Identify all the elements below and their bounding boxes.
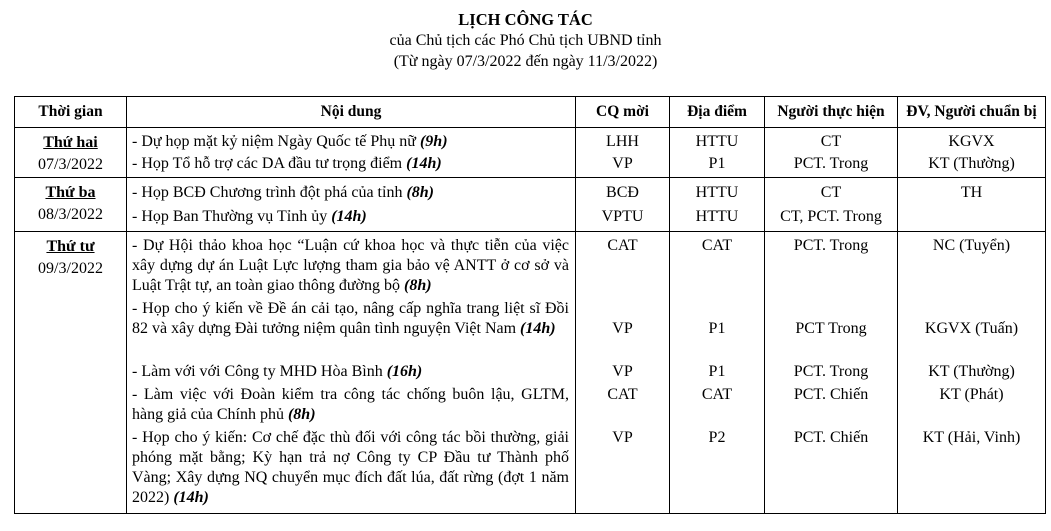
column-header: Người thực hiện [765, 97, 898, 128]
schedule-item: - Họp cho ý kiến về Đề án cải tạo, nâng cấp nghĩa trang liệt sĩ Đồi 82 và xây dựng Đài tưởng niệm quân tình nguyện Việt Nam (14h) [132, 300, 569, 337]
person-cell: CT PCT. Trong [765, 128, 898, 178]
table-header-row [15, 97, 1046, 128]
day-name: Thứ ba [45, 184, 96, 201]
document-title: LỊCH CÔNG TÁC [458, 10, 593, 29]
day-date: 08/3/2022 [38, 206, 103, 223]
day-cell [15, 232, 127, 514]
person-cell: PCT. Trong PCT Trong PCT. Trong PCT. Chiến PCT. Chiến [765, 232, 898, 514]
column-header: Địa điểm [670, 97, 765, 128]
day-name: Thứ hai [43, 134, 98, 151]
day-cell [15, 128, 127, 178]
schedule-item: - Họp cho ý kiến: Cơ chế đặc thù đối với công tác bồi thường, giải phóng mặt bằng; Kỳ hạn trả nợ Công ty CP Đầu tư Thành phố Vàng; Xây dựng NQ chuyển mục đích đất lúa, đất rừng (đợt 1 năm 2022) (14h) [132, 429, 569, 506]
document-subtitle: của Chủ tịch các Phó Chủ tịch UBND tỉnh [389, 32, 662, 49]
table-row [15, 232, 1046, 514]
content-cell [127, 232, 576, 514]
schedule-item: - Dự Hội thảo khoa học “Luận cứ khoa học và thực tiễn của việc xây dựng dự án Luật Lực lượng tham gia bảo vệ ANTT ở cơ sở và Luật Trật tự, an toàn giao thông đường bộ (8h) [132, 237, 569, 294]
place-cell: HTTU HTTU [670, 178, 765, 232]
table-row [15, 178, 1046, 232]
prep-cell: KGVX KT (Thường) [898, 128, 1046, 178]
column-header: ĐV, Người chuẩn bị [898, 97, 1046, 128]
schedule-item: - Họp Tổ hỗ trợ các DA đầu tư trọng điểm (14h) [132, 155, 442, 172]
person-cell: CT CT, PCT. Trong [765, 178, 898, 232]
prep-cell: NC (Tuyển) KGVX (Tuấn) KT (Thường) KT (Phát) KT (Hải, Vinh) [898, 232, 1046, 514]
column-header: Nội dung [127, 97, 576, 128]
prep-cell: TH [898, 178, 1046, 232]
day-name: Thứ tư [46, 238, 95, 255]
day-cell [15, 178, 127, 232]
schedule-item: - Họp BCĐ Chương trình đột phá của tỉnh (8h) [132, 184, 435, 201]
table-row [15, 128, 1046, 178]
day-date: 07/3/2022 [38, 156, 103, 173]
place-cell: CAT P1 P1 CAT P2 [670, 232, 765, 514]
schedule-table [14, 96, 1046, 514]
column-header: Thời gian [15, 97, 127, 128]
column-header: CQ mời [576, 97, 670, 128]
schedule-item: - Dự họp mặt kỷ niệm Ngày Quốc tế Phụ nữ (9h) [132, 133, 448, 150]
content-cell [127, 178, 576, 232]
document-header [0, 9, 1051, 72]
schedule-item: - Làm với với Công ty MHD Hòa Bình (16h) [132, 363, 423, 380]
cq-cell: CAT VP VP CAT VP [576, 232, 670, 514]
schedule-item: - Làm việc với Đoàn kiểm tra công tác chống buôn lậu, GLTM, hàng giả của Chính phủ (8h) [132, 386, 569, 423]
schedule-item: - Họp Ban Thường vụ Tỉnh ủy (14h) [132, 208, 367, 225]
cq-cell: BCĐ VPTU [576, 178, 670, 232]
day-date: 09/3/2022 [38, 260, 103, 277]
content-cell [127, 128, 576, 178]
date-range: (Từ ngày 07/3/2022 đến ngày 11/3/2022) [393, 53, 658, 70]
cq-cell: LHH VP [576, 128, 670, 178]
place-cell: HTTU P1 [670, 128, 765, 178]
